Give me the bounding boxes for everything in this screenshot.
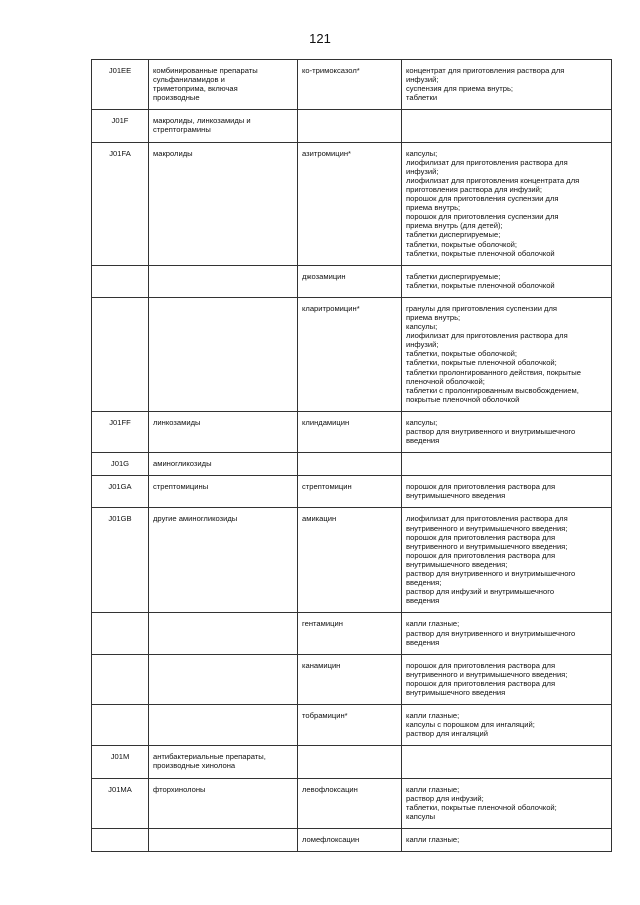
anatomical-group-cell — [149, 828, 298, 851]
cell-line: капли глазные; — [406, 834, 460, 844]
cell-line: приема внутрь (для детей); — [406, 221, 503, 231]
cell-line: другие аминогликозиды — [153, 514, 238, 524]
cell-line: введения — [406, 596, 440, 606]
table-row — [92, 705, 612, 746]
anatomical-group-cell — [149, 60, 298, 110]
table-row — [92, 60, 612, 110]
dosage-forms-cell — [402, 828, 612, 851]
cell-line: суспензия для приема внутрь; — [406, 84, 514, 94]
cell-line: таблетки, покрытые пленочной оболочкой — [406, 248, 555, 258]
cell-line: раствор для внутривенного и внутримышечного — [406, 427, 576, 436]
drug-name-cell: кларитромицин* — [298, 297, 402, 411]
cell-line: раствор для внутривенного и внутримышечного — [406, 628, 576, 638]
drug-name-cell: ко-тримоксазол* — [298, 60, 402, 110]
table-row — [92, 654, 612, 704]
cell-line: таблетки диспергируемые; — [406, 230, 501, 240]
cell-line: приема внутрь; — [406, 203, 461, 213]
dosage-forms-cell — [402, 60, 612, 110]
cell-line: таблетки пролонгированного действия, покрытые — [406, 367, 581, 377]
cell-line: триметоприма, включая — [153, 84, 238, 94]
cell-line: пленочной оболочкой; — [406, 376, 485, 386]
cell-line: таблетки, покрытые пленочной оболочкой; — [406, 358, 557, 368]
cell-line: капсулы; — [406, 417, 438, 427]
atc-code-cell — [92, 613, 149, 654]
drug-name-cell — [298, 746, 402, 778]
cell-line: гранулы для приготовления суспензии для — [406, 303, 558, 313]
atc-code-cell: J01FF — [92, 411, 149, 452]
anatomical-group-cell — [149, 654, 298, 704]
cell-line: концентрат для приготовления раствора для — [406, 66, 565, 75]
cell-line: порошок для приготовления раствора для — [406, 482, 556, 492]
atc-code-cell: J01G — [92, 453, 149, 476]
cell-line: макролиды — [153, 148, 193, 158]
atc-code-cell: J01FA — [92, 142, 149, 265]
cell-line: стрептомицины — [153, 482, 209, 492]
atc-code-cell: J01F — [92, 110, 149, 142]
cell-line: лиофилизат для приготовления раствора для — [406, 331, 568, 341]
anatomical-group-cell — [149, 778, 298, 828]
cell-line: раствор для ингаляций — [406, 729, 488, 739]
table-row — [92, 297, 612, 411]
cell-line: капсулы; — [406, 148, 438, 158]
cell-line: введения — [406, 436, 440, 446]
cell-line: приготовления раствора для инфузий; — [406, 184, 543, 194]
atc-code-cell — [92, 297, 149, 411]
anatomical-group-cell — [149, 453, 298, 476]
cell-line: таблетки, покрытые пленочной оболочкой; — [406, 802, 557, 812]
table-row — [92, 746, 612, 778]
table-row — [92, 508, 612, 613]
cell-line: аминогликозиды — [153, 459, 212, 469]
anatomical-group-cell — [149, 476, 298, 508]
cell-line: порошок для приготовления раствора для — [406, 660, 556, 670]
cell-line: таблетки с пролонгированным высвобождением, — [406, 385, 579, 395]
table-row — [92, 778, 612, 828]
table-row — [92, 476, 612, 508]
dosage-forms-cell — [402, 297, 612, 411]
table-row — [92, 142, 612, 265]
atc-code-cell — [92, 654, 149, 704]
cell-line: раствор для внутривенного и внутримышечного — [406, 569, 576, 579]
dosage-forms-cell — [402, 705, 612, 746]
cell-line: инфузий; — [406, 166, 439, 176]
cell-line: таблетки, покрытые оболочкой; — [406, 239, 518, 249]
drug-name-cell — [298, 453, 402, 476]
dosage-forms-cell — [402, 265, 612, 297]
atc-code-cell — [92, 265, 149, 297]
cell-line: таблетки, покрытые пленочной оболочкой — [406, 280, 555, 290]
drug-name-cell: ломефлоксацин — [298, 828, 402, 851]
anatomical-group-cell — [149, 411, 298, 452]
drug-name-cell: джозамицин — [298, 265, 402, 297]
drug-name-cell: амикацин — [298, 508, 402, 613]
dosage-forms-cell — [402, 476, 612, 508]
anatomical-group-cell — [149, 508, 298, 613]
cell-line: внутримышечного введения — [406, 491, 506, 501]
cell-line: инфузий; — [406, 75, 439, 85]
atc-code-cell: J01GB — [92, 508, 149, 613]
cell-line: таблетки, покрытые оболочкой; — [406, 349, 518, 359]
drug-name-cell: тобрамицин* — [298, 705, 402, 746]
cell-line: покрытые пленочной оболочкой — [406, 394, 520, 404]
anatomical-group-cell — [149, 265, 298, 297]
cell-line: капли глазные; — [406, 711, 460, 721]
cell-line: порошок для приготовления суспензии для — [406, 194, 559, 204]
dosage-forms-cell — [402, 110, 612, 142]
anatomical-group-cell — [149, 142, 298, 265]
cell-line: антибактериальные препараты, — [153, 752, 266, 762]
cell-line: комбинированные препараты — [153, 66, 258, 75]
cell-line: внутривенного и внутримышечного введения; — [406, 669, 568, 679]
dosage-forms-cell — [402, 654, 612, 704]
cell-line: капсулы; — [406, 322, 438, 332]
cell-line: внутривенного и внутримышечного введения; — [406, 523, 568, 533]
cell-line: введения — [406, 637, 440, 647]
dosage-forms-cell — [402, 613, 612, 654]
cell-line: производные хинолона — [153, 761, 236, 771]
cell-line: лиофилизат для приготовления раствора для — [406, 157, 568, 167]
cell-line: внутримышечного введения; — [406, 559, 508, 569]
anatomical-group-cell — [149, 110, 298, 142]
drug-name-cell: клиндамицин — [298, 411, 402, 452]
cell-line: лиофилизат для приготовления концентрата для — [406, 175, 580, 185]
atc-code-cell — [92, 705, 149, 746]
table-row — [92, 453, 612, 476]
anatomical-group-cell — [149, 705, 298, 746]
atc-code-cell — [92, 828, 149, 851]
cell-line: порошок для приготовления раствора для — [406, 550, 556, 560]
cell-line: капли глазные; — [406, 619, 460, 629]
cell-line: порошок для приготовления суспензии для — [406, 212, 559, 222]
cell-line: раствор для инфузий; — [406, 793, 484, 803]
cell-line: раствор для инфузий и внутримышечного — [406, 587, 555, 597]
anatomical-group-cell — [149, 746, 298, 778]
drug-name-cell — [298, 110, 402, 142]
cell-line: внутривенного и внутримышечного введения; — [406, 541, 568, 551]
cell-line: стрептограмины — [153, 125, 211, 135]
drug-table — [91, 59, 612, 852]
dosage-forms-cell — [402, 746, 612, 778]
cell-line: капсулы с порошком для ингаляций; — [406, 720, 535, 730]
cell-line: таблетки диспергируемые; — [406, 271, 501, 281]
table-row — [92, 411, 612, 452]
drug-name-cell: левофлоксацин — [298, 778, 402, 828]
dosage-forms-cell — [402, 453, 612, 476]
cell-line: фторхинолоны — [153, 784, 206, 794]
anatomical-group-cell — [149, 297, 298, 411]
atc-code-cell: J01M — [92, 746, 149, 778]
table-row — [92, 265, 612, 297]
atc-code-cell: J01EE — [92, 60, 149, 110]
dosage-forms-cell — [402, 411, 612, 452]
drug-name-cell: канамицин — [298, 654, 402, 704]
cell-line: порошок для приготовления раствора для — [406, 678, 556, 688]
page-number: 121 — [309, 31, 331, 46]
cell-line: таблетки — [406, 93, 438, 103]
cell-line: инфузий; — [406, 340, 439, 350]
drug-name-cell: гентамицин — [298, 613, 402, 654]
cell-line: сульфаниламидов и — [153, 75, 225, 85]
cell-line: порошок для приготовления раствора для — [406, 532, 556, 542]
dosage-forms-cell — [402, 508, 612, 613]
drug-name-cell: азитромицин* — [298, 142, 402, 265]
atc-code-cell: J01GA — [92, 476, 149, 508]
cell-line: лиофилизат для приготовления раствора для — [406, 514, 568, 524]
table-row — [92, 110, 612, 142]
atc-code-cell: J01MA — [92, 778, 149, 828]
table-row — [92, 828, 612, 851]
drug-name-cell: стрептомицин — [298, 476, 402, 508]
cell-line: капсулы — [406, 811, 436, 821]
cell-line: введения; — [406, 578, 442, 588]
cell-line: производные — [153, 93, 200, 103]
cell-line: макролиды, линкозамиды и — [153, 116, 251, 126]
anatomical-group-cell — [149, 613, 298, 654]
dosage-forms-cell — [402, 142, 612, 265]
cell-line: капли глазные; — [406, 784, 460, 794]
table-row — [92, 613, 612, 654]
cell-line: приема внутрь; — [406, 312, 461, 322]
cell-line: внутримышечного введения — [406, 687, 506, 697]
cell-line: линкозамиды — [153, 417, 201, 427]
dosage-forms-cell — [402, 778, 612, 828]
